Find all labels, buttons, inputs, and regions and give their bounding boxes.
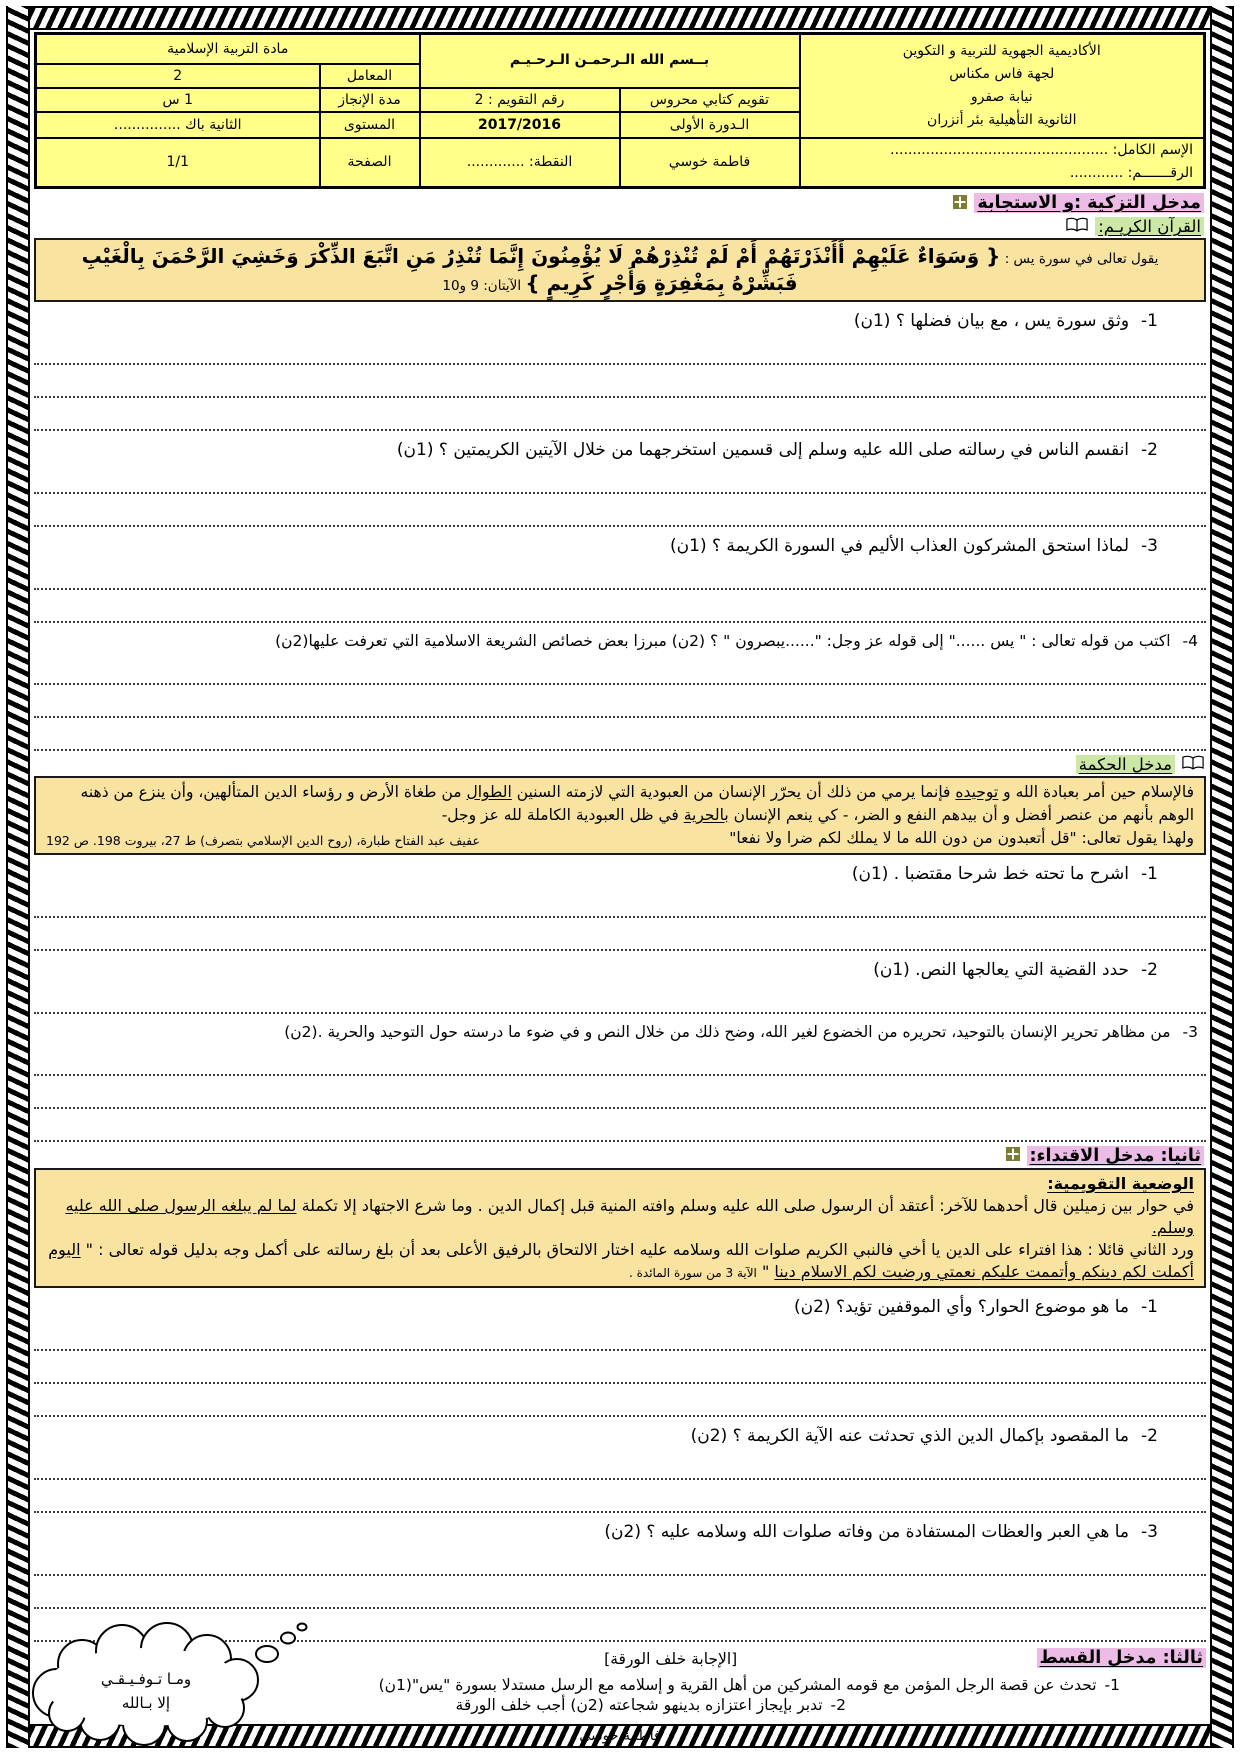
open-book-icon <box>1182 755 1204 774</box>
item-text: تحدث عن قصة الرجل المؤمن مع قومه المشركين من أهل القرية و إسلامه مع الرسل مستدلا بسورة "يس"(1ن) <box>378 1676 1097 1695</box>
coefficient-value: 2 <box>36 64 320 88</box>
decorative-border-top <box>6 6 1234 30</box>
underlined-word: توحيده <box>955 782 999 801</box>
question-number: 1- <box>1141 311 1158 332</box>
answer-line <box>34 398 1206 431</box>
verse-intro: يقول تعالى في سورة يس : <box>1000 251 1159 268</box>
situation-paragraph-2 <box>46 1239 1194 1283</box>
wisdom-text: فالإسلام حين أمر بعبادة الله و <box>998 782 1194 801</box>
underlined-text: لما لم يبلغه الرسول صلى الله عليه وسلم. <box>65 1195 1194 1237</box>
question-text: وثق سورة يس ، مع بيان فضلها ؟ (1ن) <box>853 311 1130 332</box>
duration-label: مدة الإنجاز <box>320 88 420 112</box>
answer-line <box>34 918 1206 951</box>
question-number: 3- <box>1141 1522 1158 1543</box>
section2-heading-row <box>34 1146 1204 1166</box>
header-table <box>34 32 1206 189</box>
thought-bubble <box>22 1618 322 1754</box>
answer-line <box>34 494 1206 527</box>
answer-line <box>34 1447 1206 1480</box>
bubble-text-line2: إلا بـالله <box>121 1694 171 1712</box>
page-value: 1/1 <box>36 138 320 188</box>
evaluation-situation-box <box>34 1168 1206 1288</box>
answer-line <box>34 1351 1206 1384</box>
wisdom-text-box <box>34 776 1206 856</box>
verse-reference: الآيتان: 9 و10 <box>442 278 526 295</box>
page-label: الصفحة <box>320 138 420 188</box>
answer-line <box>34 1543 1206 1576</box>
question-number: 3- <box>1182 1023 1198 1042</box>
open-book-icon <box>1066 217 1088 236</box>
question-s1-3 <box>34 535 1206 557</box>
region-line: لجهة فاس مكناس <box>949 65 1055 82</box>
duration-value: 1 س <box>36 88 320 112</box>
question-s3-1 <box>34 1296 1206 1318</box>
question-text: ما هو موضوع الحوار؟ وأي الموقفين تؤيد؟ (2ن) <box>793 1296 1130 1317</box>
quran-heading-row <box>34 217 1204 236</box>
academy-line: الأكاديمية الجهوية للتربية و التكوين <box>902 42 1101 59</box>
subject-title: مادة التربية الإسلامية <box>36 34 420 64</box>
answer-line <box>34 718 1206 751</box>
source-citation: عفيف عبد الفتاح طبارة، (روح الدين الإسلامي بتصرف) ط 27، بيروت 198. ص 192 <box>46 832 480 848</box>
question-number: 1- <box>1141 1296 1158 1317</box>
question-s3-2 <box>34 1425 1206 1447</box>
wisdom-text: في ظل العبودية الكاملة لله عز وجل- <box>441 805 684 824</box>
school-info-cell <box>800 34 1205 138</box>
question-s3-3 <box>34 1521 1206 1543</box>
quran-quote: اليوم أكملت لكم دينكم وأتممت عليكم نعمتي ورضيت لكم الاسلام دينا <box>48 1239 1194 1281</box>
answer-line <box>34 981 1206 1014</box>
teacher-signature: فاطمة خوسي <box>579 1728 661 1745</box>
assessment-number: رقم التقويم : 2 <box>420 88 620 112</box>
question-number: 3- <box>1141 536 1158 557</box>
answer-line <box>34 1384 1206 1417</box>
situation-text: ورد الثاني قائلا : هذا افتراء على الدين يا أخي فالنبي الكريم صلوات الله وسلامه عليه اختار الالتحاق بالرفيق الأعلى بعد أن بلغ رسالته على أكمل وجه بدليل قوله تعالى : " <box>80 1239 1194 1259</box>
answer-line <box>34 1109 1206 1142</box>
underlined-word: بالحرية <box>683 805 729 824</box>
section1-heading-row <box>34 193 1204 213</box>
answer-line <box>34 1076 1206 1109</box>
question-s1-2 <box>34 439 1206 461</box>
session-label: الـدورة الأولى <box>620 112 800 138</box>
question-text: اكتب من قوله تعالى : " يس ......" إلى قوله عز وجل: "......يبصرون " ؟ (2ن) مبرزا بعض خصائص الشريعة الاسلامية التي تعرفت عليها(2ن) <box>275 632 1171 651</box>
answer-line <box>34 1318 1206 1351</box>
decorative-border-right <box>1210 6 1234 1748</box>
delegation-line: نيابة صفرو <box>970 88 1033 105</box>
student-identity-cell <box>800 138 1205 188</box>
wisdom-text: من طغاة الأرض و رؤساء الدين المتألهين، وأن ينزع من ذهنه الوهم بأنهم من عنصر أفضل و أن بيدهم النفع و الضر، - كي ينعم الإنسان <box>80 782 1194 824</box>
answer-line <box>34 885 1206 918</box>
question-text: انقسم الناس في رسالته صلى الله عليه وسلم إلى قسمين استخرجهما من خلال الآيتين الكريمتين ؟ (1ن) <box>396 440 1130 461</box>
cloud-shape <box>22 1618 322 1750</box>
situation-heading: الوضعية التقويمية: <box>1047 1173 1194 1193</box>
answer-line <box>34 685 1206 718</box>
coefficient-label: المعامل <box>320 64 420 88</box>
item-number: 1- <box>1104 1676 1120 1695</box>
bubble-text-line1: ومـا تـوفـيـقـي <box>100 1670 192 1688</box>
question-s2-2 <box>34 959 1206 981</box>
situation-text: " <box>756 1261 775 1281</box>
question-text: حدد القضية التي يعالجها النص. (1ن) <box>873 960 1130 981</box>
answer-line <box>34 461 1206 494</box>
school-year: 2017/2016 <box>420 112 620 138</box>
underlined-word: الطوال <box>466 782 512 801</box>
answer-line <box>34 557 1206 590</box>
question-text: من مظاهر تحرير الإنسان بالتوحيد، تحريره من الخضوع لغير الله، وضح ذلك من خلال النص و في ضوء ما درسته حول التوحيد والحرية .(2ن) <box>284 1023 1171 1042</box>
section1-title: مدخل التزكية :و الاستجابة <box>974 193 1204 213</box>
quran-heading: القرآن الكريـم: <box>1095 217 1204 236</box>
verse-text: { وَسَوَاءٌ عَلَيْهِمْ أَأَنْذَرْتَهُمْ أَمْ لَمْ تُنْذِرْهُمْ لَا يُؤْمِنُونَ إِنَّمَا تُنْذِرُ مَنِ اتَّبَعَ الذِّكْرَ وَخَشِيَ الرَّحْمَنَ بِالْغَيْبِ فَبَشِّرْهُ بِمَغْفِرَةٍ وَأَجْرٍ كَرِيمٍ } <box>81 244 1001 296</box>
wisdom-quote: ولهذا يقول تعالى: "قل أتعبدون من دون الله ما لا يملك لكم ضرا ولا نفعا" <box>729 829 1194 848</box>
question-number: 1- <box>1141 864 1158 885</box>
level-value: الثانية باك ............... <box>36 112 320 138</box>
question-number: 2- <box>1141 960 1158 981</box>
diamond-bullet-icon <box>1006 1146 1020 1165</box>
assessment-type: تقويم كتابي محروس <box>620 88 800 112</box>
question-s1-4 <box>34 631 1206 651</box>
section3-title: ثالثا: مدخل القسط <box>1037 1648 1207 1668</box>
score-field: النقطة: ............. <box>420 138 620 188</box>
item-number: 2- <box>830 1696 846 1715</box>
question-number: 2- <box>1141 440 1158 461</box>
number-field: الرقـــــــم: ............ <box>1069 165 1193 182</box>
decorative-border-left <box>6 6 30 1748</box>
section2-title: ثانيا: مدخل الاقتداء: <box>1027 1146 1204 1166</box>
teacher-name: فاطمة خوسي <box>620 138 800 188</box>
answer-line <box>34 365 1206 398</box>
school-line: الثانوية التأهيلية بئر أنزران <box>927 111 1077 128</box>
question-s2-3 <box>34 1022 1206 1042</box>
question-text: ما هي العبر والعظات المستفادة من وفاته صلوات الله وسلامه عليه ؟ (2ن) <box>604 1522 1130 1543</box>
diamond-bullet-icon <box>953 194 967 213</box>
hikma-heading-row <box>34 755 1204 774</box>
answer-line <box>34 1576 1206 1609</box>
fullname-field: الإسم الكامل: ................................................. <box>890 141 1193 158</box>
answer-line <box>34 652 1206 685</box>
basmala: بــسم الله الـرحمـن الـرحـيـم <box>420 34 800 88</box>
item-text: تدبر بإيجاز اعتزازه بدينهو شجاعته (2ن) أجب خلف الورقة <box>455 1696 823 1715</box>
question-s2-1 <box>34 863 1206 885</box>
question-text: لماذا استحق المشركون العذاب الأليم في السورة الكريمة ؟ (1ن) <box>670 536 1130 557</box>
answer-line <box>34 1480 1206 1513</box>
situation-paragraph-1 <box>46 1195 1194 1239</box>
answer-line <box>34 590 1206 623</box>
question-text: اشرح ما تحته خط شرحا مقتضبا . (1ن) <box>851 864 1130 885</box>
question-text: ما المقصود بإكمال الدين الذي تحدثت عنه الآية الكريمة ؟ (2ن) <box>690 1426 1130 1447</box>
situation-text: في حوار بين زميلين قال أحدهما للآخر: أعتقد أن الرسول صلى الله عليه وسلم وافته المنية قبل إكمال الدين . وما شرع الاجتهاد إلا تكملة <box>296 1195 1194 1215</box>
level-label: المستوى <box>320 112 420 138</box>
answer-overleaf-note: [الإجابة خلف الورقة] <box>604 1650 738 1669</box>
answer-line <box>34 332 1206 365</box>
question-number: 2- <box>1141 1426 1158 1447</box>
answer-line <box>34 1043 1206 1076</box>
hikma-heading: مدخل الحكمة <box>1076 755 1175 774</box>
wisdom-last-line <box>46 827 1194 850</box>
quran-verse-box <box>34 238 1206 302</box>
question-number: 4- <box>1182 632 1198 651</box>
verse-reference: الآية 3 من سورة المائدة . <box>629 1265 757 1280</box>
question-s1-1 <box>34 310 1206 332</box>
page-content <box>34 32 1206 1745</box>
wisdom-text: فإنما يرمي من ذلك أن يحرّر الإنسان من العبودية التي لازمته السنين <box>511 782 956 801</box>
